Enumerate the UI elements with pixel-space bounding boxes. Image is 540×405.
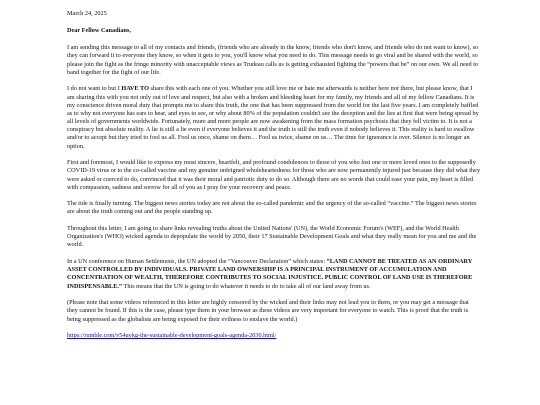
paragraph-vancouver-rest: This means that the UN is going to do whatever it needs to do to take all of our land away from us. (122, 282, 371, 290)
paragraph-have-to (67, 85, 481, 150)
paragraph-intro: I am sending this message to all of my contacts and friends, (friends who are already in the know, friends who don't know, and friends who do not want to know), so they can forward it to everyone they know, so when it gets to you, you'll know what you need to do. This message needs to go viral and be shared with the world, so please join the fight as the fringe minority with unacceptable views as Trudeau calls us is getting exhausted fighting the “powers that be” on our own. We all need to band together for the fight of our life. (67, 44, 479, 76)
paragraph-tide-turning: The tide is finally turning. The biggest news stories today are not about the so-called pandemic and the urgency of the so-called “vaccine.” The biggest news stories are about the truth coming out and the people standing up. (67, 200, 477, 216)
paragraph-agenda: Throughout this letter, I am going to share links revealing truths about the United Nations' (UN), the World Economic Forum's (WEF), and the World Health Organization's (WHO) wicked agenda to depopulate the world by 2050, their 17 Sustainable Development Goals and what they really mean for you and me and the world. (67, 225, 477, 249)
paragraph-censorship-note: (Please note that some videos referenced in this letter are highly censored by the wicked and their links may not lead you to them, or you may get a message that they cannot be found. If this is the case, please type them in your browser as these videos are very important for everyone to watch. This is proof that the truth is being suppressed as the globalists are being exposed for their evilness to enslave the world.) (67, 299, 469, 323)
letter-date: March 24, 2025 (67, 10, 107, 17)
emphasis-have-to: HAVE TO (121, 85, 149, 93)
paragraph-condolences: First and foremost, I would like to express my most sincere, heartfelt, and profound condolences to those of you who lost one or more loved ones to the supposedly COVID-19 virus or to the co-called vaccine and my genuine unfeigned wholeheartedness for those who are now permanently injured just because they did what they were asked or coerced to do, convinced that it was their moral and patriotic duty to do so. Although there are no words that could ease your pain, my heart is filled with compassion, sadness and sorrow for all of you as I pray for your recovery and peace. (67, 159, 481, 191)
paragraph-vancouver-declaration (67, 258, 481, 291)
letter-page (67, 10, 481, 349)
paragraph-have-to-start: I do not want to but I (67, 85, 122, 93)
paragraph-vancouver-start: In a UN conference on Human Settlements, the UN adopted the “Vancouver Declaration” which states: (67, 258, 327, 266)
paragraph-have-to-rest: share this with each one of you. Whether you still love me or hate me afterwards is neither here nor there, but please know, that I am sharing this with you not only out of love and respect, but also with a broken and bleeding heart for my family, my friends and all of my fellow Canadians. It is my conscience driven moral duty that prompts me to share this truth, the one that has been suppressed from the world for the last five years. I am completely baffled as to why not everyone has ears to hear, and eyes to see, or why about 80% of the population couldn't see the deception and the lies at first that were being spread by all levels of governments worldwide. Fortunately, more and more people are now awakening from the mass formation psychosis that they fell victim to. It is not a conspiracy but absolute reality. A lie is still a lie even if everyone believes it and the truth is still the truth even if nobody believes it. This reality is hard to swallow and/or to accept but they tried to fool us all. Fool us once, shame on them… Fool us twice, shame on us… The time for ignorance is over. Silence is no longer an option. (67, 85, 479, 150)
rumble-video-link[interactable]: https://rumble.com/v54uykg-the-sustainable-development-goals-agenda-2030.html/ (67, 332, 277, 340)
link-row (67, 332, 481, 340)
quote-vancouver-declaration: “LAND CANNOT BE TREATED AS AN ORDINARY ASSET CONTROLLED BY INDIVIDUALS. PRIVATE LAND OWNERSHIP IS A PRINCIPAL INSTRUMENT OF ACCUMULATION AND CONCENTRATION OF WEALTH, THEREFORE CONTRIBUTES TO SOCIAL INJUSTICE. PUBLIC CONTROL OF LAND USE IS THEREFORE INDISPENSABLE.” (67, 258, 473, 290)
letter-salutation: Dear Fellow Canadians, (67, 27, 131, 35)
